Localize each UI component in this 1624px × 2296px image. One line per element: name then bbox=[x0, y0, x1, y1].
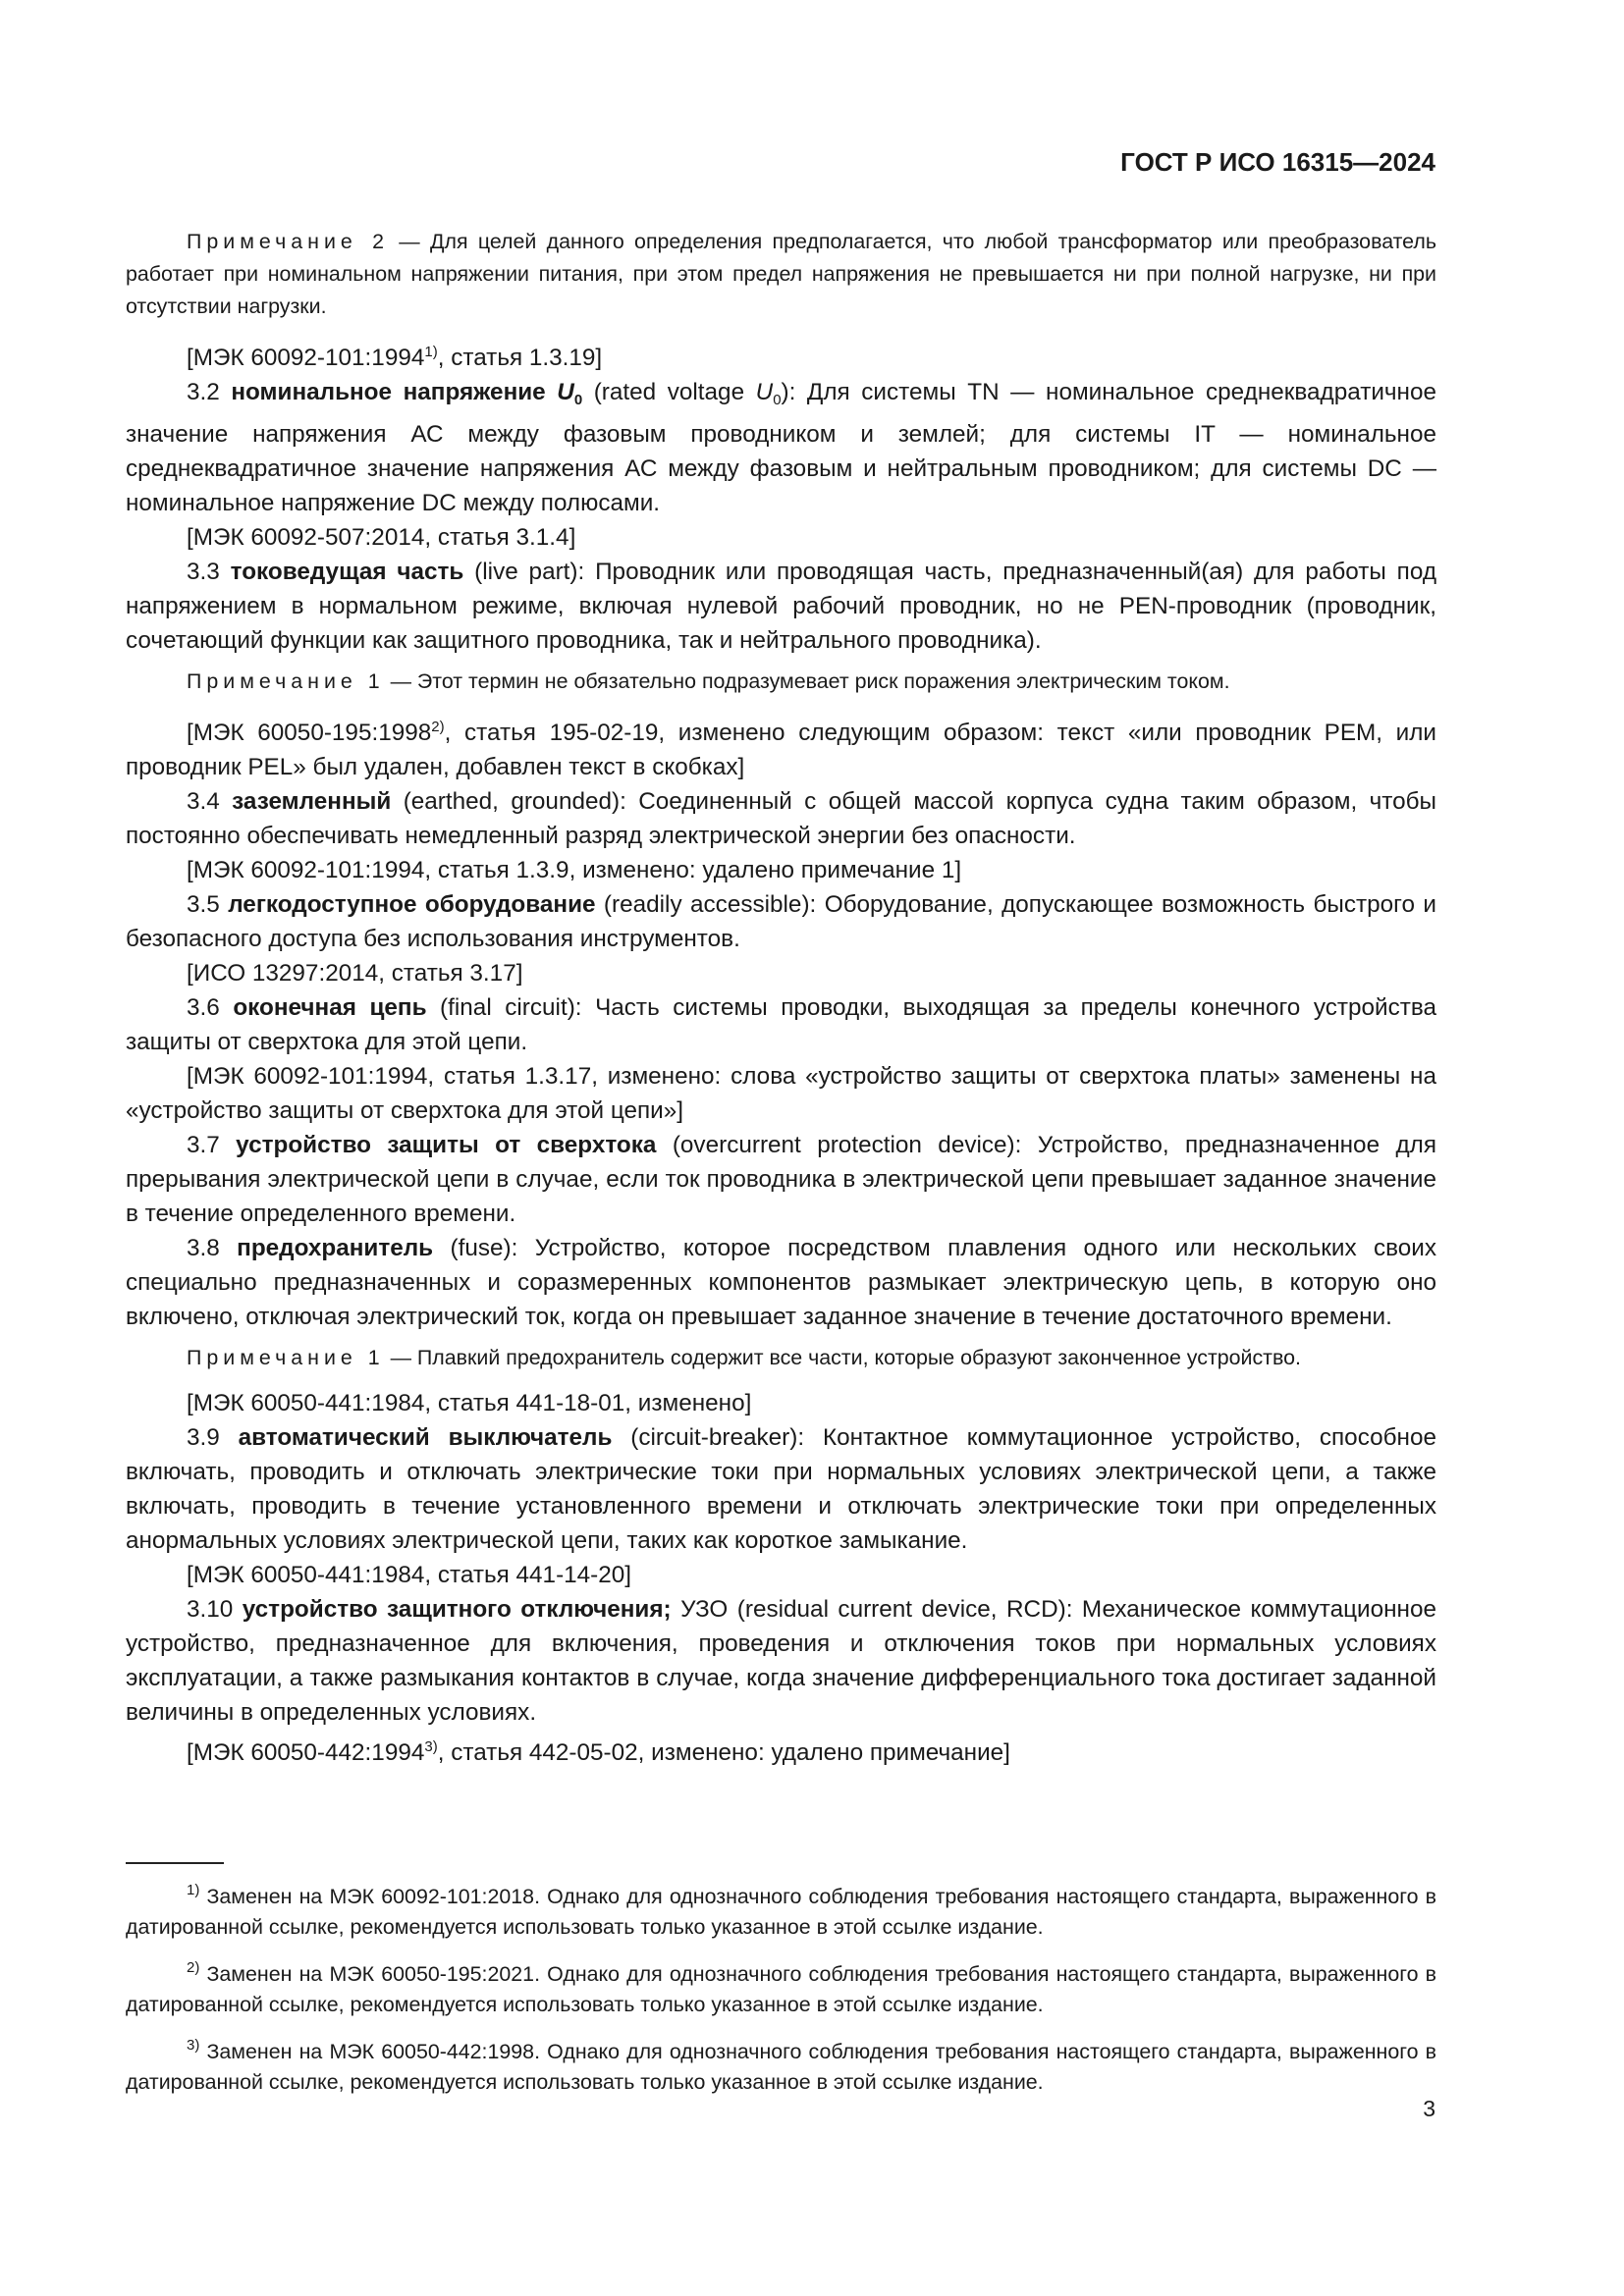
term-english: ): bbox=[781, 379, 796, 405]
term-title: номинальное напряжение bbox=[231, 379, 558, 405]
source-ref: [МЭК 60050-441:1984, статья 441-14-20] bbox=[187, 1562, 632, 1588]
source-ref: [МЭК 60092-507:2014, статья 3.1.4] bbox=[187, 524, 576, 551]
note-text: — Плавкий предохранитель содержит все части, которые образуют законченное устройство. bbox=[384, 1346, 1301, 1369]
term-3-8 bbox=[126, 1231, 1436, 1334]
term-number: 3.5 bbox=[187, 891, 229, 918]
source-ref bbox=[126, 1730, 1436, 1770]
term-symbol: U bbox=[557, 379, 574, 405]
term-definition: УЗО (residual current device, RCD): Механическое коммутационное устройство, предназначенное для включения, проведения и отключения токов при нормальных условиях эксплуатации, а также размыкания контактов в случае, когда значение дифференциального тока достигает заданной величины в определенных условиях. bbox=[126, 1596, 1436, 1726]
source-ref: [МЭК 60092-101:1994, статья 1.3.9, изменено: удалено примечание 1] bbox=[187, 857, 962, 883]
source-ref: [МЭК 60050-441:1984, статья 441-18-01, изменено] bbox=[187, 1390, 752, 1416]
footnote-divider bbox=[126, 1862, 224, 1864]
source-text: , статья 442-05-02, изменено: удалено примечание] bbox=[437, 1739, 1010, 1766]
term-definition: (overcurrent protection device): Устройство, предназначенное для прерывания электрической цепи в случае, если ток проводника в электрической цепи превышает заданное значение в течение определенного времени. bbox=[126, 1132, 1436, 1227]
source-ref: [МЭК 60092-101:1994, статья 1.3.17, изменено: слова «устройство защиты от сверхтока платы» заменены на «устройство защиты от сверхтока для этой цепи»] bbox=[126, 1063, 1436, 1124]
footnote-text: Заменен на МЭК 60050-442:1998. Однако для однозначного соблюдения требования настоящего стандарта, выраженного в датированной ссылке, рекомендуется использовать только указанное в этой ссылке издание. bbox=[126, 2040, 1436, 2094]
footnote-text: Заменен на МЭК 60050-195:2021. Однако для однозначного соблюдения требования настоящего стандарта, выраженного в датированной ссылке, рекомендуется использовать только указанное в этой ссылке издание. bbox=[126, 1962, 1436, 2016]
term-definition: (live part): Проводник или проводящая часть, предназначенный(ая) для работы под напряжением в нормальном режиме, включая нулевой рабочий проводник, но не PEN-проводник (проводник, сочетающий функции как защитного проводника, так и нейтрального проводника). bbox=[126, 559, 1436, 654]
footnote-mark: 1) bbox=[187, 1882, 200, 1898]
note-3-3 bbox=[126, 666, 1436, 698]
footnote-1 bbox=[126, 1875, 1436, 1943]
document-body bbox=[126, 218, 1436, 1770]
term-title: устройство защитного отключения; bbox=[242, 1596, 672, 1623]
term-english: (rated voltage bbox=[582, 379, 756, 405]
term-number: 3.4 bbox=[187, 788, 233, 815]
source-ref: [ИСО 13297:2014, статья 3.17] bbox=[187, 960, 523, 987]
term-definition: (fuse): Устройство, которое посредством плавления одного или нескольких своих специально предназначенных и соразмеренных компонентов размыкает электрическую цепь, в которую оно включено, отключая электрический ток, когда он превышает заданное значение в течение достаточного времени. bbox=[126, 1235, 1436, 1330]
term-symbol: U bbox=[755, 379, 774, 405]
page-number: 3 bbox=[1423, 2096, 1435, 2121]
term-3-3 bbox=[126, 555, 1436, 658]
term-number: 3.10 bbox=[187, 1596, 243, 1623]
term-3-10 bbox=[126, 1592, 1436, 1730]
term-title: оконечная цепь bbox=[233, 994, 427, 1021]
term-title: автоматический выключатель bbox=[238, 1424, 613, 1451]
note-text: — Этот термин не обязательно подразумевает риск поражения электрическим током. bbox=[384, 669, 1230, 693]
term-definition: Для системы TN — номинальное среднеквадратичное значение напряжения АС между фазовым проводником и землей; для системы IT — номинальное среднеквадратичное значение напряжения АС между фазовым и нейтральным проводником; для системы DC — номинальное напряжение DC между полюсами. bbox=[126, 379, 1436, 516]
term-3-9 bbox=[126, 1420, 1436, 1558]
term-title: токоведущая часть bbox=[230, 559, 464, 585]
footnote-text: Заменен на МЭК 60092-101:2018. Однако для однозначного соблюдения требования настоящего стандарта, выраженного в датированной ссылке, рекомендуется использовать только указанное в этой ссылке издание. bbox=[126, 1885, 1436, 1939]
term-3-4 bbox=[126, 784, 1436, 853]
term-definition: (readily accessible): Оборудование, допускающее возможность быстрого и безопасного доступа без использования инструментов. bbox=[126, 891, 1436, 952]
note-label: Примечание 2 bbox=[187, 230, 389, 253]
term-title: устройство защиты от сверхтока bbox=[236, 1132, 657, 1158]
term-number: 3.2 bbox=[187, 379, 232, 405]
term-title: предохранитель bbox=[237, 1235, 434, 1261]
note-2 bbox=[126, 226, 1436, 323]
source-ref bbox=[126, 710, 1436, 784]
term-number: 3.9 bbox=[187, 1424, 239, 1451]
term-3-5 bbox=[126, 887, 1436, 956]
source-text: [МЭК 60092-101:1994 bbox=[187, 345, 425, 371]
source-text: , статья 195-02-19, изменено следующим образом: текст «или проводник PEM, или проводник PEL» был удален, добавлен текст в скобках] bbox=[126, 720, 1436, 780]
term-3-2 bbox=[126, 375, 1436, 520]
note-label: Примечание 1 bbox=[187, 669, 385, 693]
term-3-7 bbox=[126, 1128, 1436, 1231]
footnote-ref-1[interactable]: 1) bbox=[424, 344, 438, 360]
term-number: 3.6 bbox=[187, 994, 234, 1021]
term-3-6 bbox=[126, 990, 1436, 1059]
note-label: Примечание 1 bbox=[187, 1346, 385, 1369]
footnote-ref-2[interactable]: 2) bbox=[431, 719, 445, 735]
source-text: [МЭК 60050-442:1994 bbox=[187, 1739, 425, 1766]
term-definition: (circuit-breaker): Контактное коммутационное устройство, способное включать, проводить и отключать электрические токи при нормальных условиях электрической цепи, а также включать, проводить в течение установленного времени и отключать электрические токи при определенных анормальных условиях электрической цепи, таких как короткое замыкание. bbox=[126, 1424, 1436, 1554]
term-subscript: 0 bbox=[573, 392, 583, 408]
footnote-2 bbox=[126, 1952, 1436, 2020]
footnote-ref-3[interactable]: 3) bbox=[424, 1738, 438, 1755]
footnotes bbox=[126, 1875, 1436, 2108]
term-definition: (earthed, grounded): Соединенный с общей массой корпуса судна таким образом, чтобы постоянно обеспечивать немедленный разряд электрической энергии без опасности. bbox=[126, 788, 1436, 849]
source-text: [МЭК 60050-195:1998 bbox=[187, 720, 432, 746]
term-number: 3.7 bbox=[187, 1132, 237, 1158]
term-definition: (final circuit): Часть системы проводки, выходящая за пределы конечного устройства защиты от сверхтока для этой цепи. bbox=[126, 994, 1437, 1055]
term-title: легкодоступное оборудование bbox=[228, 891, 596, 918]
source-ref bbox=[126, 335, 1436, 375]
document-id-header: ГОСТ Р ИСО 16315—2024 bbox=[1120, 147, 1435, 177]
note-text: — Для целей данного определения предполагается, что любой трансформатор или преобразователь работает при номинальном напряжении питания, при этом предел напряжения не превышается ни при полной нагрузке, ни при отсутствии нагрузки. bbox=[126, 230, 1436, 318]
footnote-3 bbox=[126, 2030, 1436, 2098]
term-number: 3.8 bbox=[187, 1235, 238, 1261]
source-text: , статья 1.3.19] bbox=[437, 345, 603, 371]
footnote-mark: 2) bbox=[187, 1959, 200, 1976]
note-3-8 bbox=[126, 1342, 1436, 1374]
footnote-mark: 3) bbox=[187, 2037, 200, 2054]
term-subscript: 0 bbox=[773, 392, 782, 408]
term-number: 3.3 bbox=[187, 559, 231, 585]
term-title: заземленный bbox=[232, 788, 392, 815]
